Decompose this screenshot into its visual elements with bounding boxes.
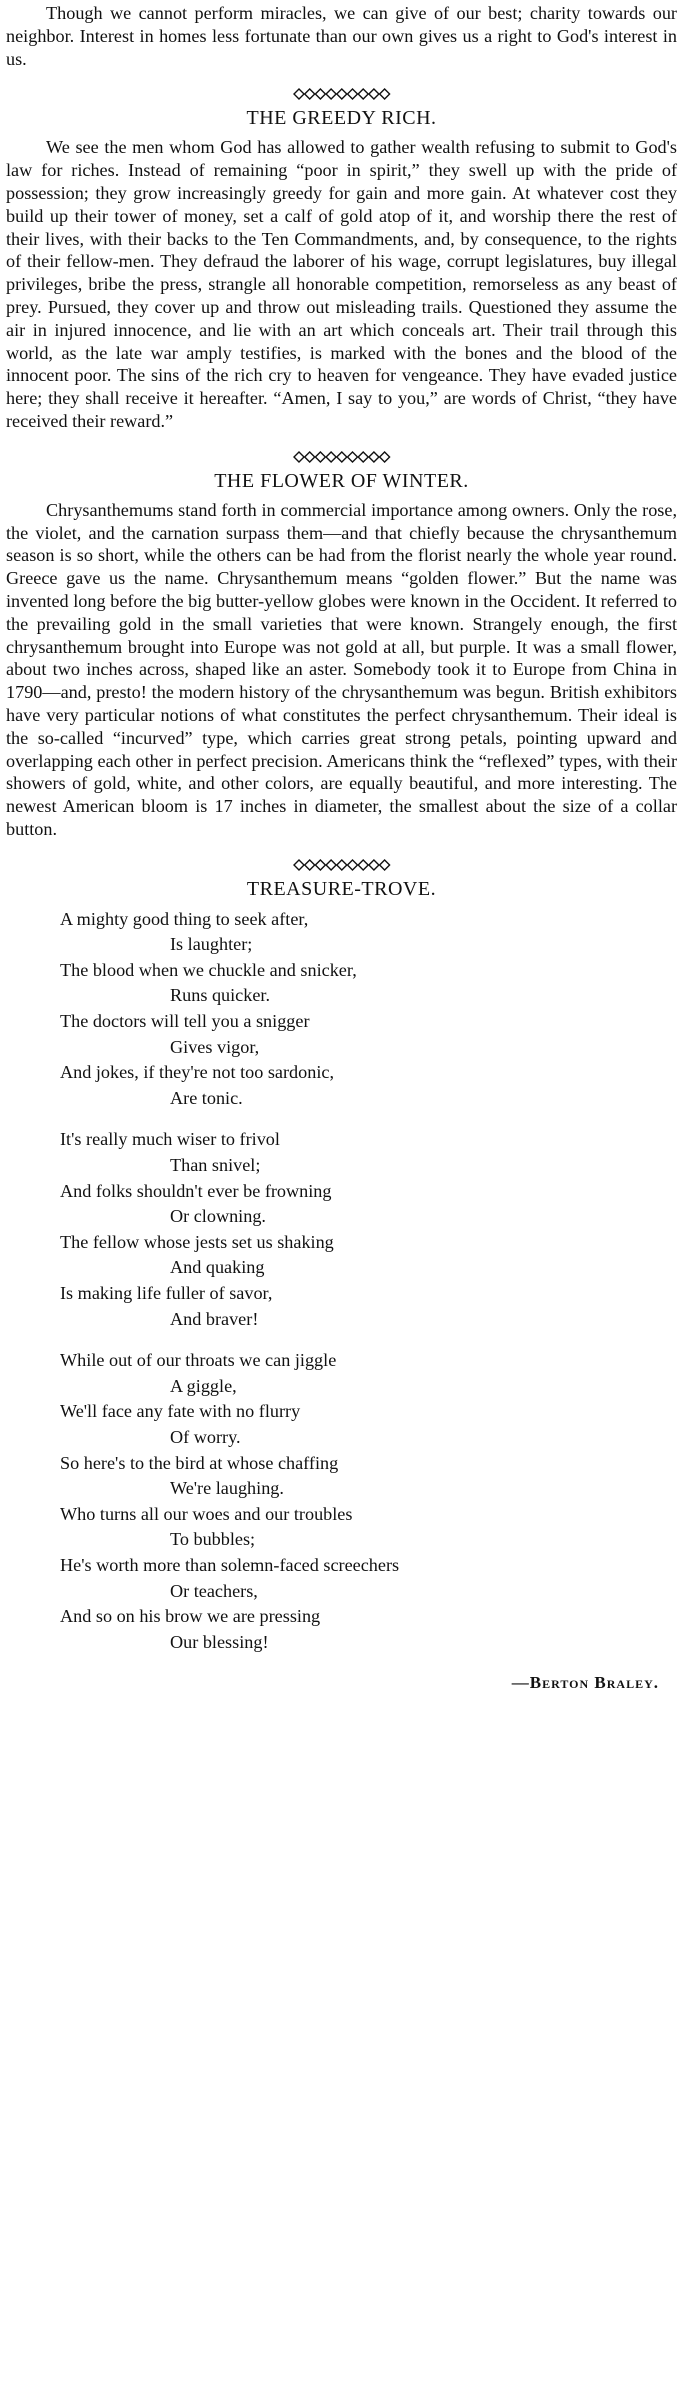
diamond-mark <box>326 452 336 462</box>
poem-line: Our blessing! <box>170 1631 269 1652</box>
diamond-mark <box>336 89 346 99</box>
poem-line: Is making life fuller of savor, <box>60 1283 273 1304</box>
poem-line: And braver! <box>170 1308 259 1329</box>
diamond-mark <box>379 452 389 462</box>
diamond-mark <box>379 860 389 870</box>
section-title-flower-of-winter: THE FLOWER OF WINTER. <box>214 469 469 492</box>
poem-line: The fellow whose jests set us shaking <box>60 1231 334 1252</box>
poem-line: Of worry. <box>170 1426 241 1447</box>
poem-line: Who turns all our woes and our troubles <box>60 1503 353 1524</box>
poem-signature: —Berton Braley. <box>511 1673 659 1693</box>
diamond-chain-ornament-icon <box>6 84 677 104</box>
poem-line: And folks shouldn't ever be frowning <box>60 1180 332 1201</box>
diamond-mark <box>304 89 314 99</box>
poem-line: The doctors will tell you a snigger <box>60 1011 310 1032</box>
diamond-mark <box>358 860 368 870</box>
poem-line: We're laughing. <box>170 1478 284 1499</box>
poem-line: Or teachers, <box>170 1580 258 1601</box>
poem-line: We'll face any fate with no flurry <box>60 1401 301 1422</box>
diamond-mark <box>368 452 378 462</box>
flower-of-winter-paragraph: Chrysanthemums stand forth in commercial importance among owners. Only the rose, the violet, and the carnation surpass them—and that chiefly because the chrysanthemum season is so short, while the others can be had from the florist nearly the whole year round. Greece gave us the name. Chrysanthemum means “golden flower.” But the name was invented long before the big butter-yellow globes were known in the Occident. It referred to the prevailing gold in the small varieties that were known. Strangely enough, the first chrysanthemum brought into Europe was not gold at all, but purple. It was a small flower, about two inches across, shaped like an aster. Somebody took it to Europe from China in 1790—and, presto! the modern history of the chrysanthemum was begun. British exhibitors have very particular notions of what constitutes the perfect chrysanthemum. Their ideal is the so-called “incurved” type, which carries great strong petals, pointing upward and overlapping each other in perfect precision. Americans think the “reflexed” types, with their showers of gold, white, and other colors, are equally beautiful, and more interesting. The newest American bloom is 17 inches in diameter, the smallest about the size of a collar button. <box>6 499 677 839</box>
diamond-mark <box>336 452 346 462</box>
poem-line: Is laughter; <box>170 934 253 955</box>
section-title-greedy-rich: THE GREEDY RICH. <box>246 107 437 130</box>
poem-stanza <box>60 907 677 1112</box>
poem-line: It's really much wiser to frivol <box>60 1129 280 1150</box>
poem-line: A mighty good thing to seek after, <box>60 908 309 929</box>
diamond-mark <box>379 89 389 99</box>
poem-stanza <box>60 1348 677 1655</box>
diamond-mark <box>294 89 304 99</box>
diamond-mark <box>326 89 336 99</box>
diamond-mark <box>315 860 325 870</box>
diamond-mark <box>347 452 357 462</box>
diamond-mark <box>336 860 346 870</box>
poem-line: To bubbles; <box>170 1529 256 1550</box>
diamond-mark <box>326 860 336 870</box>
diamond-mark <box>358 89 368 99</box>
diamond-mark <box>304 452 314 462</box>
diamond-mark <box>368 89 378 99</box>
poem-line: He's worth more than solemn-faced screechers <box>60 1554 400 1575</box>
greedy-rich-paragraph: We see the men whom God has allowed to gather wealth refusing to submit to God's law for riches. Instead of remaining “poor in spirit,” they swell up with the pride of possession; they grow increasingly greedy for gain and more gain. At whatever cost they build up their tower of money, set a calf of gold atop of it, and worship there the rest of their lives, with their backs to the Ten Commandments, and, by consequence, to the rights of their fellow-men. They defraud the laborer of his wage, corrupt legislatures, buy illegal privileges, bribe the press, strangle all honorable competition, remorseless as any beast of prey. Pursued, they cover up and throw out misleading trails. Questioned they assume the air in injured innocence, and lie with an art which conceals art. Their trail through this world, as the late war amply testifies, is marked with the bones and the blood of the innocent poor. The sins of the rich cry to heaven for vengeance. They have evaded justice here; they shall receive it hereafter. “Amen, I say to you,” are words of Christ, “they have received their reward.” <box>6 137 677 431</box>
diamond-mark <box>347 860 357 870</box>
poem-line: While out of our throats we can jiggle <box>60 1350 337 1371</box>
diamond-chain-ornament-icon <box>6 855 677 875</box>
poem-treasure-trove <box>60 907 677 1656</box>
poem-line: Are tonic. <box>170 1087 243 1108</box>
diamond-mark <box>294 860 304 870</box>
diamond-mark <box>368 860 378 870</box>
diamond-mark <box>315 452 325 462</box>
diamond-mark <box>358 452 368 462</box>
diamond-mark <box>304 860 314 870</box>
poem-line: So here's to the bird at whose chaffing <box>60 1452 339 1473</box>
poem-line: The blood when we chuckle and snicker, <box>60 959 357 980</box>
poem-line: Gives vigor, <box>170 1036 260 1057</box>
poem-stanza <box>60 1127 677 1332</box>
poem-line: And jokes, if they're not too sardonic, <box>60 1062 335 1083</box>
poem-line: And so on his brow we are pressing <box>60 1606 321 1627</box>
intro-paragraph: Though we cannot perform miracles, we can give of our best; charity towards our neighbor. Interest in homes less fortunate than our own gives us a right to God's interest in us. <box>6 3 677 69</box>
diamond-mark <box>347 89 357 99</box>
poem-line: Than snivel; <box>170 1155 261 1176</box>
diamond-mark <box>315 89 325 99</box>
poem-line: A giggle, <box>170 1375 237 1396</box>
section-title-treasure-trove: TREASURE-TROVE. <box>246 877 437 900</box>
diamond-chain-ornament-icon <box>6 447 677 467</box>
diamond-mark <box>294 452 304 462</box>
poem-line: And quaking <box>170 1257 265 1278</box>
poem-line: Runs quicker. <box>170 985 271 1006</box>
poem-line: Or clowning. <box>170 1206 266 1227</box>
